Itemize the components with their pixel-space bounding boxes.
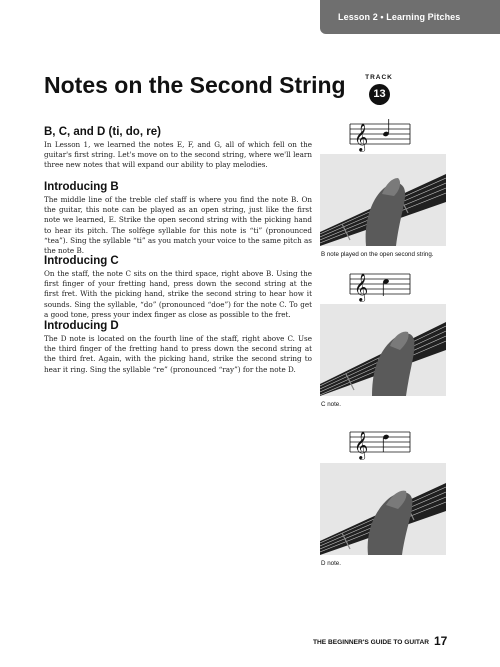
section-body-b: The middle line of the treble clef staff is where you find the note B. On the guitar, this note can be played as an open string, just like the first note we learned, E. Strike the open second string with the picking hand to hear its pitch. The solfège syllable for this note is “ti” (pronounced “tea”). Sing the syllable “ti” as you match your voice to the same pitch as the note B. — [44, 195, 312, 256]
section-body-intro: In Lesson 1, we learned the notes E, F, and G, all of which fell on the guitar's first string. Let's move on to the second string, where we'll learn three new notes that will expand our ability to play melodies. — [44, 140, 312, 170]
section-body-d: The D note is located on the fourth line of the staff, right above C. Use the third finger of the fretting hand to press down the second string at the third fret. Again, with the picking hand, strike the second string to hear it ring. Sing the syllable “re” (pronounced “ray”) for the note D. — [44, 334, 312, 374]
track-number: 13 — [373, 88, 386, 100]
caption-b-note: B note played on the open second string. — [321, 251, 434, 258]
section-heading-d: Introducing D — [44, 320, 119, 332]
section-heading-intro: B, C, and D (ti, do, re) — [44, 126, 161, 138]
lesson-label: Lesson 2 • Learning Pitches — [338, 12, 461, 22]
section-heading-c: Introducing C — [44, 255, 119, 267]
staff-b-note — [348, 116, 412, 152]
footer-page-number: 17 — [434, 634, 448, 648]
svg-text:𝄞: 𝄞 — [354, 431, 369, 459]
lesson-header-tab — [320, 0, 500, 34]
section-heading-b: Introducing B — [44, 181, 119, 193]
svg-text:𝄞: 𝄞 — [354, 273, 369, 301]
photo-d-note-hand — [320, 463, 446, 555]
footer-book-title: THE BEGINNER'S GUIDE TO GUITAR — [313, 639, 429, 646]
svg-text:𝄞: 𝄞 — [354, 123, 369, 151]
track-badge — [362, 74, 396, 108]
page-title: Notes on the Second String — [44, 72, 346, 98]
section-body-c: On the staff, the note C sits on the third space, right above B. Using the first finger of your fretting hand, press down the second string at the first fret. With the picking hand, strike the second string to hear how it sounds. Sing the syllable, “do” (pronounced “doe”) for the note C. To get a good tone, press your index finger as close as possible to the fret. — [44, 269, 312, 319]
caption-d-note: D note. — [321, 560, 341, 567]
staff-c-note — [348, 266, 412, 302]
photo-b-note-hand — [320, 154, 446, 246]
photo-c-note-hand — [320, 304, 446, 396]
staff-d-note — [348, 424, 412, 460]
track-label: TRACK — [365, 74, 393, 81]
caption-c-note: C note. — [321, 401, 341, 408]
